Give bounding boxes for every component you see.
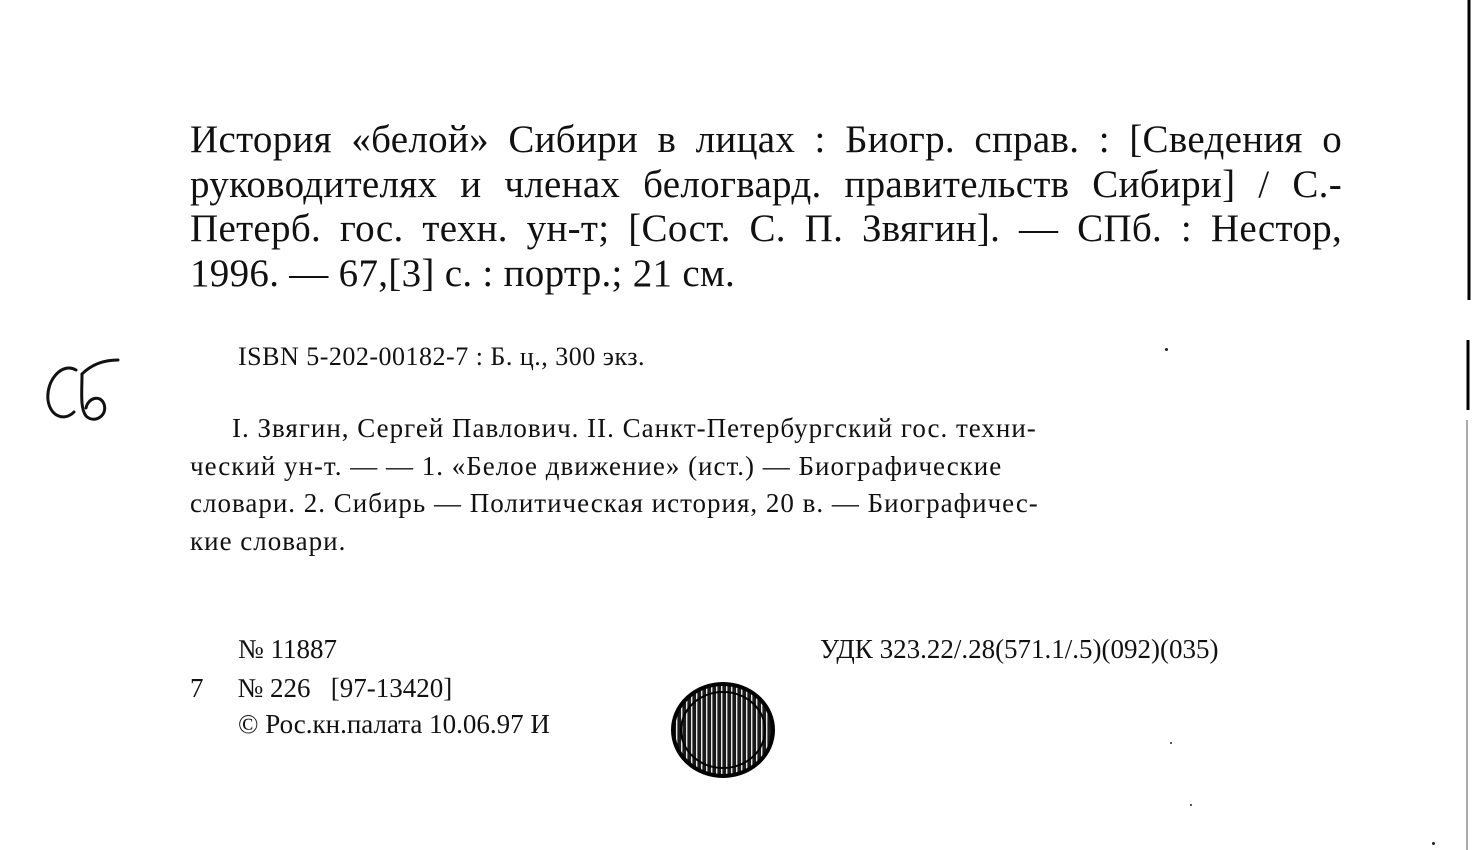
series-line — [190, 671, 452, 705]
isbn-line: ISBN 5-202-00182-7 : Б. ц., 300 экз. — [238, 342, 645, 371]
record-number: № 11887 — [238, 634, 338, 664]
handwritten-initials-icon — [42, 352, 122, 432]
scan-edge — [1463, 0, 1473, 850]
subject-line: I. Звягин, Сергей Павлович. II. Санкт-Петербургский гос. техни- — [232, 413, 1037, 443]
subject-line: кие словари. — [190, 525, 347, 556]
series-code: [97-13420] — [330, 673, 453, 703]
ink-stamp-icon — [668, 682, 776, 782]
scan-speck — [1170, 742, 1172, 744]
udk-classification: УДК 323.22/.28(571.1/.5)(092)(035) — [820, 634, 1219, 664]
bibliographic-entry: История «белой» Сибири в лицах : Биогр. справ. : [Сведения о руководителях и членах белогвард. правительств Сибири] / С.-Петерб. гос. техн. ун-т; [Сост. С. П. Звягин]. — СПб. : Нестор, 1996. — 67,[3] с. : портр.; 21 см. — [190, 118, 1342, 295]
scan-speck — [1165, 348, 1168, 351]
subject-line: словари. 2. Сибирь — Политическая история, 20 в. — Биографичес- — [190, 488, 1039, 518]
subject-line: ческий ун-т. — — 1. «Белое движение» (ист.) — Биографические — [190, 450, 1003, 481]
scan-speck — [1190, 804, 1192, 806]
series-prefix: 7 — [190, 673, 204, 703]
copyright-line: © Рос.кн.палата 10.06.97 И — [238, 709, 550, 739]
series-number: № 226 — [237, 673, 311, 703]
scan-speck — [1432, 842, 1435, 845]
subject-headings — [190, 410, 1342, 560]
